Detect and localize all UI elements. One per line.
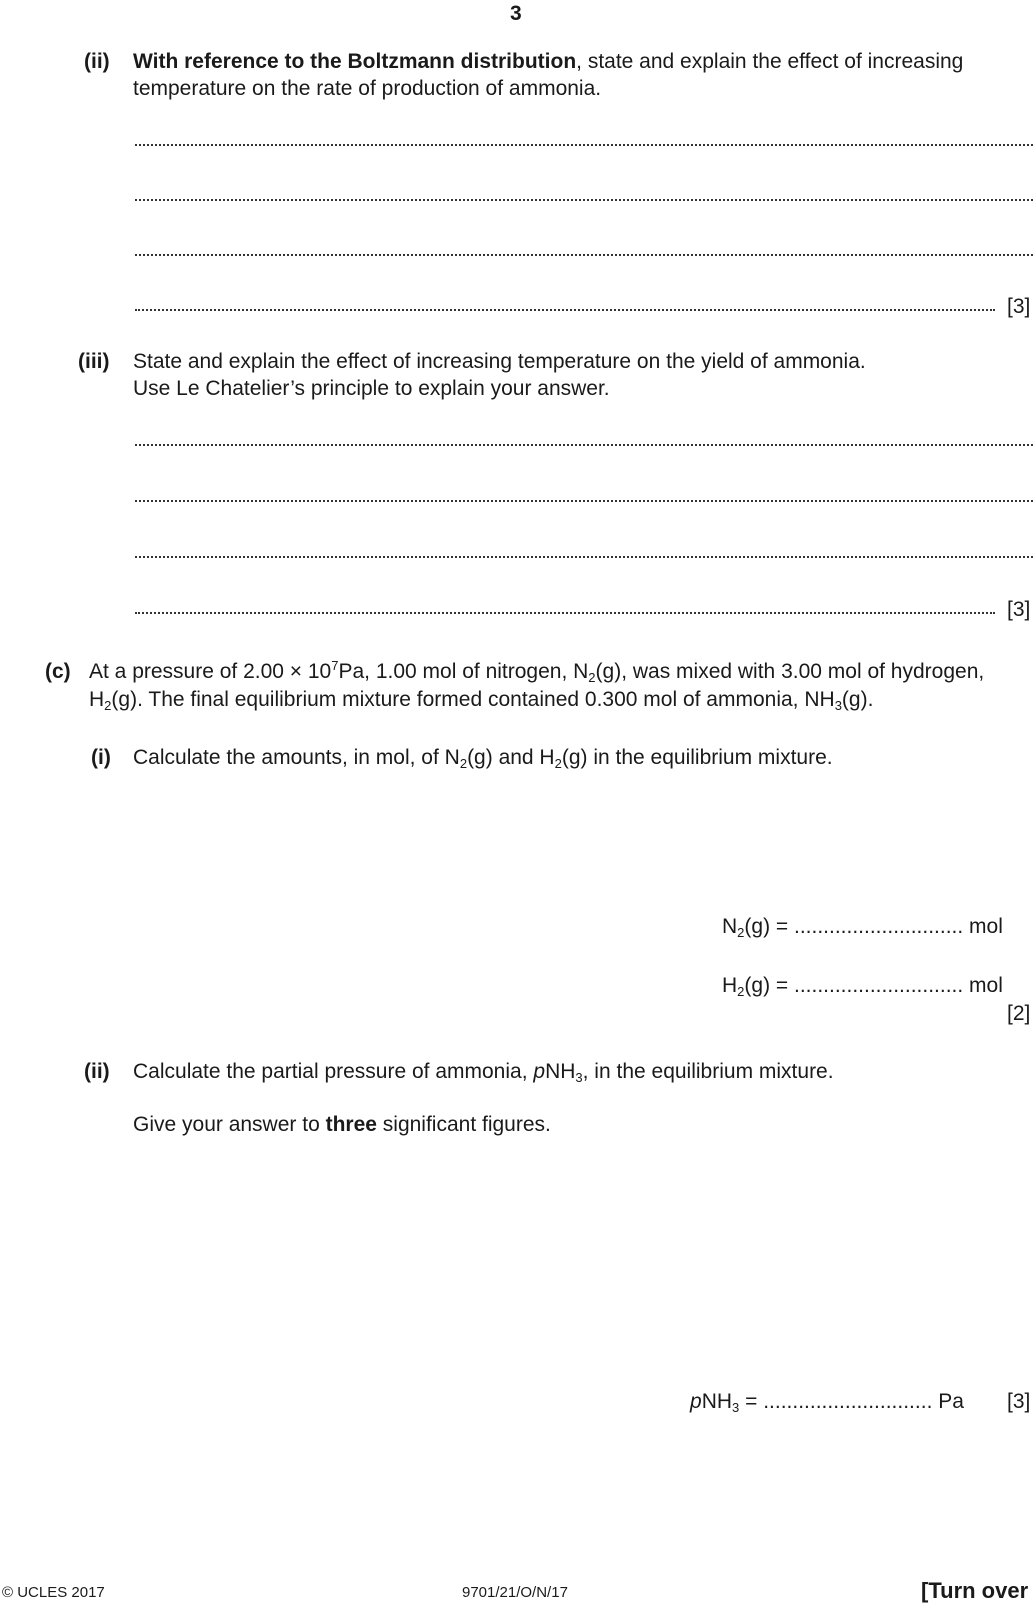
subscript: 2: [104, 698, 112, 713]
answer-line[interactable]: [135, 440, 1033, 446]
text-segment: (g) in the equilibrium mixture.: [561, 746, 833, 769]
text-segment: NH: [545, 1060, 576, 1083]
question-text-rest: , state and explain the effect of increasing: [576, 50, 964, 73]
text-segment: = ............................. Pa: [739, 1390, 964, 1413]
question-text: [133, 1060, 834, 1084]
answer-field-h2[interactable]: [722, 974, 1003, 998]
answer-line[interactable]: [135, 608, 995, 614]
answer-line[interactable]: [135, 195, 1033, 201]
marks-allocation: [3]: [1007, 1390, 1031, 1413]
marks-allocation: [2]: [1007, 1002, 1031, 1025]
footer-turn-over: [Turn over: [921, 1578, 1029, 1603]
marks-allocation: [3]: [1007, 295, 1031, 318]
text-segment: (g) = ............................. mol: [744, 974, 1003, 997]
text-segment: (g), was mixed with 3.00 mol of hydrogen,: [595, 660, 985, 683]
question-emphasis: With reference to the Boltzmann distribution: [133, 50, 577, 73]
question-text-line2: Use Le Chatelier’s principle to explain your answer.: [133, 377, 610, 400]
text-segment: significant figures.: [376, 1113, 551, 1136]
footer-paper-code: 9701/21/O/N/17: [462, 1584, 568, 1601]
answer-line[interactable]: [135, 496, 1033, 502]
subscript: 3: [732, 1400, 740, 1415]
emphasis: three: [325, 1113, 377, 1136]
italic-segment: p: [533, 1060, 546, 1083]
page-number: 3: [510, 2, 522, 25]
marks-allocation: [3]: [1007, 598, 1031, 621]
answer-field-n2[interactable]: [722, 915, 1003, 939]
text-segment: (g). The final equilibrium mixture formed contained 0.300 mol of ammonia, NH: [111, 688, 835, 711]
text-segment: N: [722, 915, 738, 938]
question-label: (ii): [84, 50, 110, 73]
question-label: (i): [91, 746, 111, 769]
text-segment: Pa, 1.00 mol of nitrogen, N: [338, 660, 589, 683]
footer-copyright: © UCLES 2017: [2, 1584, 105, 1601]
text-segment: Calculate the partial pressure of ammonia,: [133, 1060, 534, 1083]
text-segment: Give your answer to: [133, 1113, 326, 1136]
text-segment: At a pressure of 2.00 × 10: [89, 660, 332, 683]
text-segment: (g) = ............................. mol: [744, 915, 1003, 938]
question-text: [133, 50, 963, 74]
text-segment: H: [722, 974, 738, 997]
question-text: [89, 660, 984, 684]
text-segment: H: [89, 688, 105, 711]
subscript: 2: [459, 756, 468, 771]
text-segment: (g).: [841, 688, 874, 711]
answer-line[interactable]: [135, 305, 995, 311]
subscript: 2: [554, 756, 562, 771]
answer-line[interactable]: [135, 250, 1033, 256]
subscript: 2: [588, 670, 596, 685]
answer-field-pnh3[interactable]: [690, 1390, 964, 1414]
answer-line[interactable]: [135, 552, 1033, 558]
subscript: 3: [834, 698, 842, 713]
italic-segment: p: [690, 1390, 702, 1413]
exponent: 7: [331, 658, 339, 673]
subscript: 3: [575, 1070, 583, 1085]
question-text-line2: [89, 688, 873, 712]
question-text-line2: temperature on the rate of production of ammonia.: [133, 77, 602, 100]
subscript: 2: [737, 925, 745, 940]
text-segment: Calculate the amounts, in mol, of N: [133, 746, 460, 769]
text-segment: (g) and H: [467, 746, 555, 769]
instruction-text: [133, 1113, 551, 1137]
question-text: [133, 746, 833, 770]
question-label: (iii): [78, 350, 110, 373]
question-text: State and explain the effect of increasing temperature on the yield of ammonia.: [133, 350, 866, 373]
question-label: (ii): [84, 1060, 110, 1083]
answer-line[interactable]: [135, 140, 1033, 146]
text-segment: , in the equilibrium mixture.: [582, 1060, 834, 1083]
question-label: (c): [45, 660, 71, 683]
text-segment: NH: [701, 1390, 733, 1413]
subscript: 2: [737, 984, 745, 999]
